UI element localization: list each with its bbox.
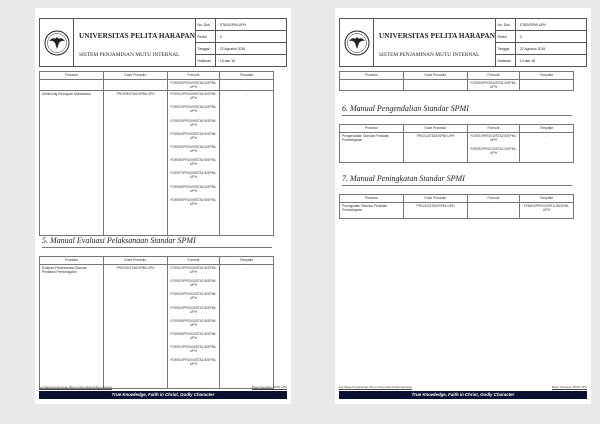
document-page-right: [335, 8, 591, 404]
page-footer: [39, 385, 287, 399]
column-header: Prosedur: [340, 125, 404, 133]
university-logo-icon: [340, 19, 374, 66]
page-footer: [339, 385, 587, 399]
document-page-left: [35, 8, 291, 404]
procedure-table-pengendalian: [339, 124, 574, 163]
column-header: Kode Prosedur: [404, 125, 468, 133]
meta-key: Halaman: [496, 55, 516, 66]
form-code: FOR/01/PRO/04/STA2 8/SPMI-UPH: [170, 345, 217, 354]
template-value: -: [220, 265, 274, 389]
meta-value: : 14 dari 18: [518, 58, 535, 63]
document-header: [39, 18, 287, 67]
meta-value: : 13 dari 18: [218, 58, 235, 63]
form-code: FOR/03/PRO/03/STA2 8/SPMI-UPH: [170, 292, 217, 301]
column-header: Formulir: [168, 257, 220, 265]
system-name: SISTEM PENJAMINAN MUTU INTERNAL: [79, 52, 180, 58]
meta-value: : 22 Agustus 2018: [218, 46, 246, 51]
procedure-code: PRO/10/STAS/SPMI-UPH: [104, 265, 168, 389]
column-header: Template: [220, 257, 274, 265]
procedure-table-continued: [339, 71, 574, 91]
column-header: Template: [520, 195, 574, 203]
procedure-name: Pengendalian Standar Penilaian Pembelajaran: [340, 133, 404, 163]
column-header: Prosedur: [40, 257, 104, 265]
form-code: FOR/01/PRO/10/STA2 8/SPMI-UPH: [470, 134, 517, 143]
procedure-code: PRO/12/STAS/SPMI-UPH: [404, 203, 468, 219]
document-meta: [196, 19, 286, 66]
column-header: Kode Prosedur: [404, 195, 468, 203]
document-meta: [496, 19, 586, 66]
section-heading-pengendalian: 6. Manual Pengendalian Standar SPMI: [342, 104, 572, 116]
column-header: Prosedur: [340, 195, 404, 203]
template-value: -: [520, 133, 574, 163]
form-code: FOR/02/PRO/04/STA2 8/SPMI-UPH: [170, 358, 217, 367]
meta-key: Revisi: [196, 31, 216, 42]
form-code: FOR/06/PRO/09/STA0 5/SPMI-UPH: [170, 158, 217, 167]
motto-bar: True Knowledge, Faith in Christ, Godly Character: [339, 391, 587, 399]
form-code: FOR/05/PRO/09/STA0 5/SPMI-UPH: [170, 144, 217, 154]
form-code: FOR/06/PRO/03/STA2 8/SPMI-UPH: [170, 331, 217, 341]
form-code: FOR/01/PRO/09/STA0 5/SPMI-UPH: [170, 92, 217, 101]
form-code: FOR/03/PRO/04/STA2 8/SPMI-UPH: [470, 81, 517, 90]
procedure-code: PRO/09/STAS/SPMI-UPH: [104, 91, 168, 236]
form-code: FOR/02/PRO/03/STA2 8/SPMI-UPH: [170, 279, 217, 288]
form-code: FOR/08/PRO/09/STA0 5/SPMI-UPH: [170, 184, 217, 193]
meta-key: Halaman: [196, 55, 216, 66]
procedure-table-peningkatan: [339, 194, 574, 219]
form-code: FOR/07/PRO/09/STA0 5/SPMI-UPH: [170, 171, 217, 180]
procedure-name: Peningkatan Standar Penilaian Pembelajaran: [340, 203, 404, 219]
section-heading-peningkatan: 7. Manual Peningkatan Standar SPMI: [342, 174, 572, 186]
column-header: Formulir: [468, 195, 520, 203]
form-code: FOR/04/PRO/03/STA2 8/SPMI-UPH: [170, 305, 217, 314]
procedure-table-monitoring: [39, 71, 274, 236]
system-name: SISTEM PENJAMINAN MUTU INTERNAL: [379, 52, 480, 58]
meta-value: : 0: [218, 34, 222, 39]
form-code: FOR/02/PRO/09/STA0 5/SPMI-UPH: [170, 105, 217, 114]
form-code: FOR/01/PRO/03/STA2 8/SPMI-UPH: [170, 266, 217, 275]
column-header: Template: [520, 125, 574, 133]
column-header: Formulir: [468, 72, 520, 80]
column-header: Formulir: [168, 72, 220, 80]
meta-key: No. Dok.: [496, 19, 516, 30]
meta-value: : STAS/SPMI-UPH: [518, 22, 547, 27]
form-code: FOR/09/PRO/09/STA0 5/SPMI-UPH: [170, 81, 217, 90]
column-header: Kode Prosedur: [104, 72, 168, 80]
template-value: -: [220, 91, 274, 236]
meta-key: Revisi: [496, 31, 516, 42]
procedure-table-evaluasi: [39, 256, 274, 389]
procedure-name: Monitoring Kemajuan Mahasiswa: [40, 91, 104, 236]
column-header: Kode Prosedur: [404, 72, 468, 80]
document-header: [339, 18, 587, 67]
meta-key: Tanggal: [196, 43, 216, 54]
meta-value: : 0: [518, 34, 522, 39]
footer-right-text: Buku Panduan SPMI UPH: [251, 385, 287, 389]
meta-value: : 22 Agustus 2018: [518, 46, 546, 51]
meta-key: Tanggal: [496, 43, 516, 54]
form-code: FOR/05/PRO/03/STA2 8/SPMI-UPH: [170, 318, 217, 327]
form-code: FOR/03/PRO/09/STA0 5/SPMI-UPH: [170, 118, 217, 127]
column-header: Kode Prosedur: [104, 257, 168, 265]
form-code: -: [468, 203, 520, 219]
procedure-code: PRO/11/STAS/SPMI-UPH: [404, 133, 468, 163]
column-header: Template: [220, 72, 274, 80]
meta-key: No. Dok.: [196, 19, 216, 30]
footer-right-text: Buku Panduan SPMI UPH: [551, 385, 587, 389]
column-header: Prosedur: [340, 72, 404, 80]
meta-value: : STAS/SPMI-UPH: [218, 22, 247, 27]
university-name: UNIVERSITAS PELITA HARAPAN: [79, 32, 196, 40]
column-header: Prosedur: [40, 72, 104, 80]
form-code: FOR/09/PRO/09/STA0 5/SPMI-UPH: [170, 197, 217, 206]
university-name: UNIVERSITAS PELITA HARAPAN: [379, 32, 496, 40]
section-heading-evaluasi: 5. Manual Evaluasi Pelaksanaan Standar SPMI: [42, 236, 272, 248]
form-code: FOR/04/PRO/09/STA0 5/SPMI-UPH: [170, 131, 217, 140]
motto-bar: True Knowledge, Faith in Christ, Godly Character: [39, 391, 287, 399]
form-code: FOR/02/PRO/10/STA2 8/SPMI-UPH: [470, 147, 517, 156]
column-header: Template: [520, 72, 574, 80]
university-logo-icon: [40, 19, 74, 66]
footer-left-text: Lembaga Penjaminan Mutu Universitas Pelita Harapan: [339, 385, 413, 389]
template-value: TEM/01/PRO/03/STA 28/SPMI-UPH: [520, 203, 574, 219]
procedure-name: Evaluasi Pelaksanaan Standar Penilaian Pembelajaran: [40, 265, 104, 389]
column-header: Formulir: [468, 125, 520, 133]
footer-left-text: Lembaga Penjaminan Mutu Universitas Pelita Harapan: [39, 385, 113, 389]
